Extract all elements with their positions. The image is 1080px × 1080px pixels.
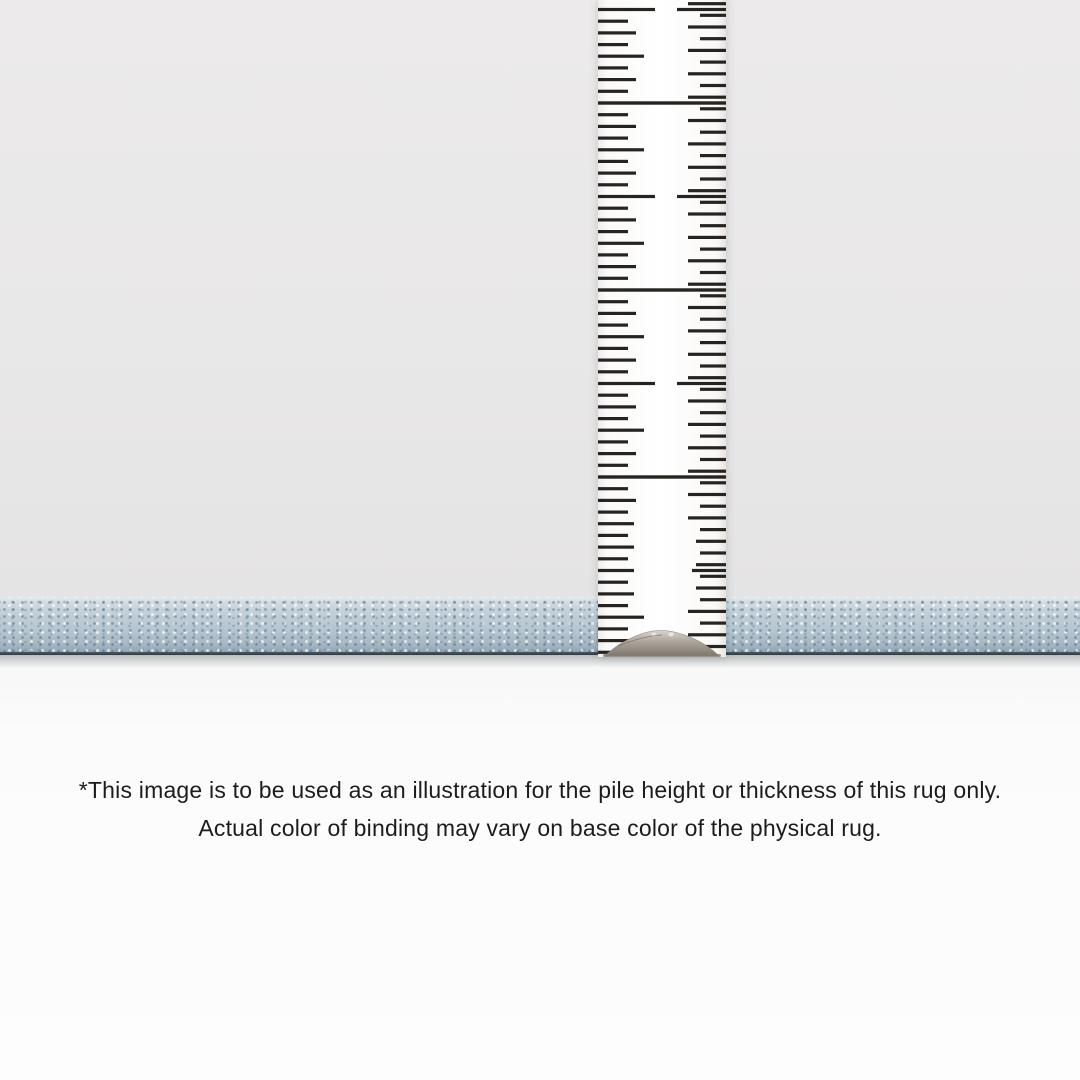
measuring-tape <box>598 0 726 657</box>
rug-pile-cross-section <box>0 597 1080 655</box>
foreground-floor <box>0 655 1080 1080</box>
disclaimer-text <box>0 771 1080 847</box>
disclaimer-line-1: *This image is to be used as an illustration for the pile height or thickness of this rug only. <box>78 777 1002 803</box>
rug-contact-shadow <box>0 655 1080 668</box>
disclaimer-line-2: Actual color of binding may vary on base color of the physical rug. <box>198 815 882 841</box>
